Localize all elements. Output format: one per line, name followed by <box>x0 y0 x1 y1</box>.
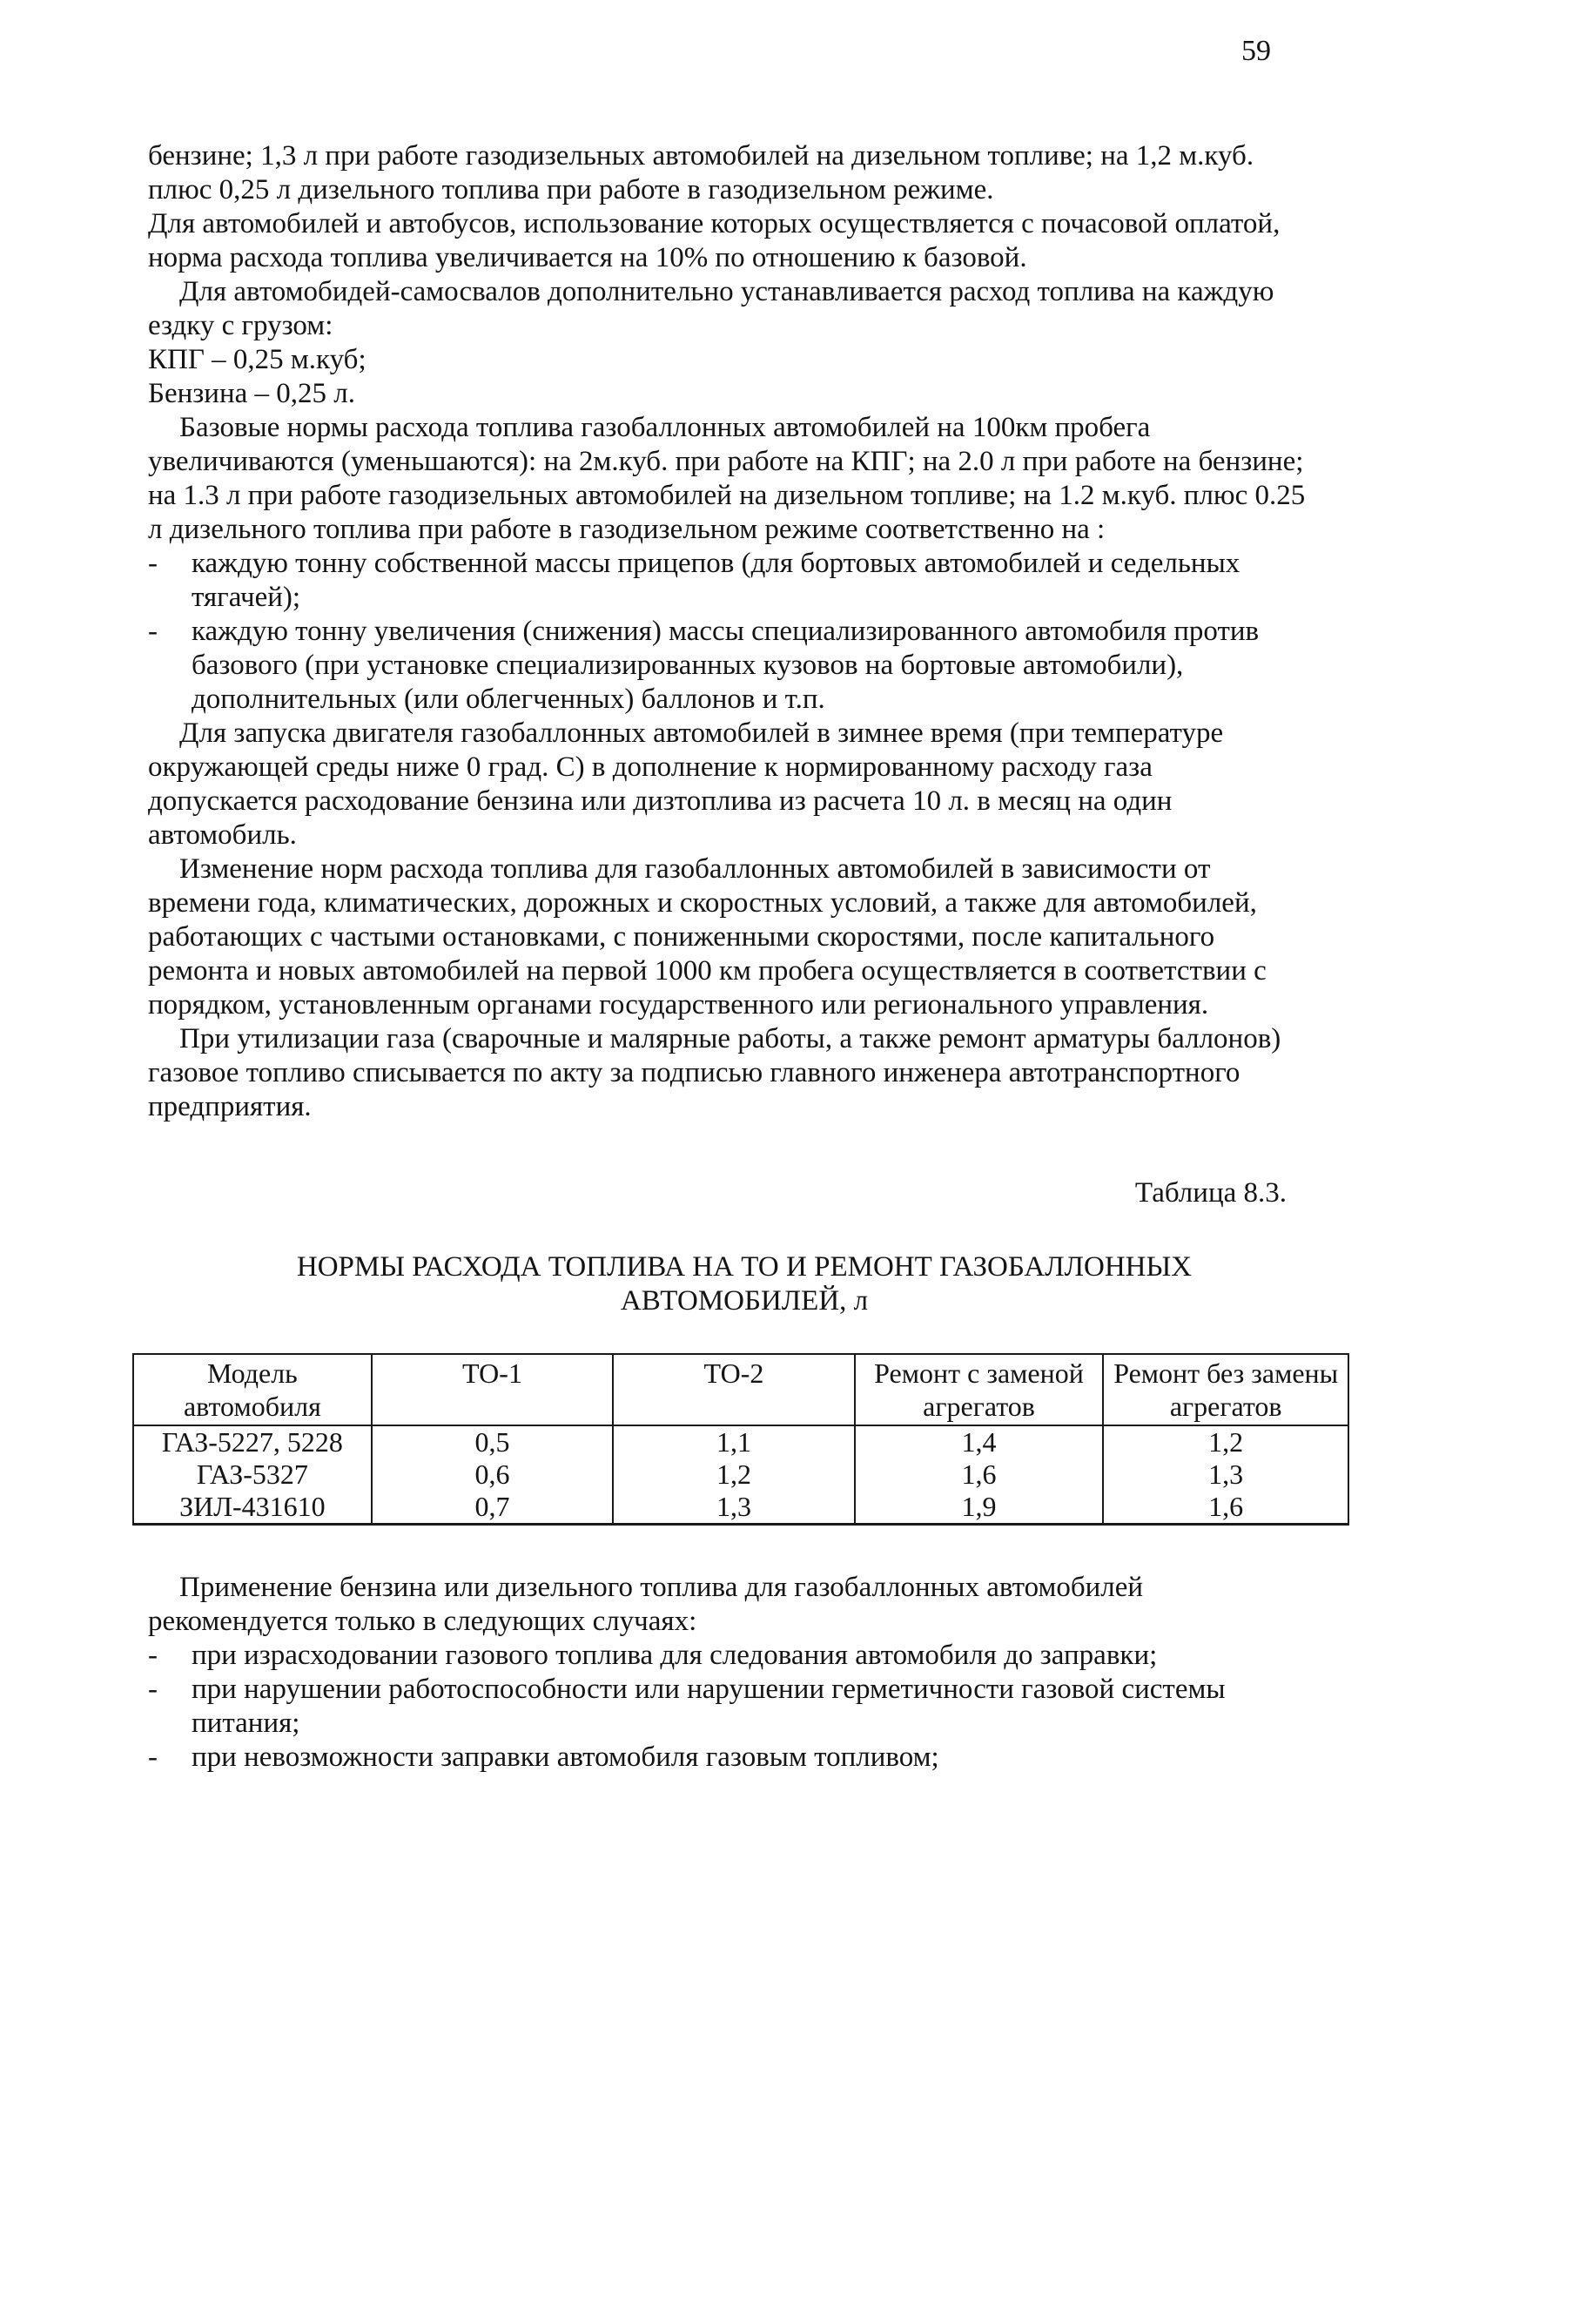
cell-value: 1,4 <box>855 1425 1104 1458</box>
paragraph: Изменение норм расхода топлива для газобаллонных автомобилей в зависимости от времени года, климатических, дорожных и скоростных условий, а также для автомобилей, работающих с частыми остановками, с пониженными скоростями, после капитального ремонта и новых автомобилей на первой 1000 км пробега осуществляется в соответствии с порядком, установленным органами государственного или регионального управления. <box>148 853 1267 1021</box>
cell-value: 1,9 <box>855 1491 1104 1525</box>
paragraph: Применение бензина или дизельного топлива для газобаллонных автомобилей рекомендуется только в следующих случаях: <box>148 1572 1144 1637</box>
paragraph: Для автомобилей и автобусов, использование которых осуществляется с почасовой оплатой, норма расхода топлива увеличивается на 10% по отношению к базовой. <box>148 208 1281 273</box>
cell-model: ЗИЛ-431610 <box>133 1491 372 1525</box>
list-item-text: при невозможности заправки автомобиля газовым топливом; <box>192 1741 939 1773</box>
table-title <box>148 1250 1306 1318</box>
bullet-dash: - <box>148 616 158 647</box>
norms-table <box>132 1353 1349 1526</box>
table-title-line: НОРМЫ РАСХОДА ТОПЛИВА НА ТО И РЕМОНТ ГАЗОБАЛЛОННЫХ <box>296 1251 1193 1283</box>
cell-value: 0,6 <box>372 1458 613 1491</box>
bullet-dash: - <box>148 1640 158 1671</box>
list-item <box>148 1741 1306 1775</box>
list-item-text: при израсходовании газового топлива для следования автомобиля до заправки; <box>192 1640 1158 1671</box>
list-item-text: каждую тонну собственной массы прицепов (для бортовых автомобилей и седельных тягачей); <box>192 548 1240 613</box>
bullet-dash: - <box>148 548 158 579</box>
paragraph: При утилизации газа (сварочные и малярные работы, а также ремонт арматуры баллонов) газовое топливо списывается по акту за подписью главного инженера автотранспортного предприятия. <box>148 1023 1281 1122</box>
bullet-dash: - <box>148 1674 158 1705</box>
cell-value: 1,3 <box>1103 1458 1348 1491</box>
cell-value: 1,6 <box>1103 1491 1348 1525</box>
bullet-dash: - <box>148 1741 158 1773</box>
list-item <box>148 615 1306 717</box>
header-to2: ТО-2 <box>613 1354 854 1425</box>
list-item <box>148 1639 1306 1673</box>
list-item <box>148 1673 1306 1741</box>
table-header-row <box>133 1354 1348 1425</box>
table-row <box>133 1491 1348 1525</box>
list-item <box>148 547 1306 615</box>
cell-value: 1,1 <box>613 1425 854 1458</box>
list-item-text: каждую тонну увеличения (снижения) массы специализированного автомобиля против базового (при установке специализированных кузовов на бортовые автомобили), дополнительных (или облегченных) баллонов и т.п. <box>192 616 1260 715</box>
paragraph: Бензина – 0,25 л. <box>148 378 355 409</box>
cell-value: 0,7 <box>372 1491 613 1525</box>
header-repair-without-replacement: Ремонт без замены агрегатов <box>1103 1354 1348 1425</box>
paragraph: Для автомобидей-самосвалов дополнительно устанавливается расход топлива на каждую ездку с грузом: <box>148 276 1274 341</box>
table-row <box>133 1458 1348 1491</box>
table-label: Таблица 8.3. <box>1134 1177 1287 1209</box>
cell-value: 1,2 <box>613 1458 854 1491</box>
paragraph: КПГ – 0,25 м.куб; <box>148 344 366 375</box>
table-row <box>133 1425 1348 1458</box>
page-number: 59 <box>1241 35 1271 67</box>
cell-model: ГАЗ-5327 <box>133 1458 372 1491</box>
cell-model: ГАЗ-5227, 5228 <box>133 1425 372 1458</box>
header-model: Модель автомобиля <box>133 1354 372 1425</box>
list-item-text: при нарушении работоспособности или нарушении герметичности газовой системы питания; <box>192 1674 1226 1739</box>
table-title-line: АВТОМОБИЛЕЙ, л <box>620 1285 869 1317</box>
header-repair-with-replacement: Ремонт с заменой агрегатов <box>855 1354 1104 1425</box>
cell-value: 1,6 <box>855 1458 1104 1491</box>
document-body <box>148 139 1339 1775</box>
header-to1: ТО-1 <box>372 1354 613 1425</box>
paragraph: Для запуска двигателя газобаллонных автомобилей в зимнее время (при температуре окружающей среды ниже 0 град. С) в дополнение к нормированному расходу газа допускается расходование бензина или дизтоплива из расчета 10 л. в месяц на один автомобиль. <box>148 717 1224 851</box>
cell-value: 1,2 <box>1103 1425 1348 1458</box>
paragraph: бензине; 1,3 л при работе газодизельных автомобилей на дизельном топливе; на 1,2 м.куб. плюс 0,25 л дизельного топлива при работе в газодизельном режиме. <box>148 140 1254 205</box>
paragraph: Базовые нормы расхода топлива газобаллонных автомобилей на 100км пробега увеличиваются (уменьшаются): на 2м.куб. при работе на КПГ; на 2.0 л при работе на бензине; на 1.3 л при работе газодизельных автомобилей на дизельном топливе; на 1.2 м.куб. плюс 0.25 л дизельного топлива при работе в газодизельном режиме соответственно на : <box>148 412 1306 545</box>
cell-value: 1,3 <box>613 1491 854 1525</box>
cell-value: 0,5 <box>372 1425 613 1458</box>
